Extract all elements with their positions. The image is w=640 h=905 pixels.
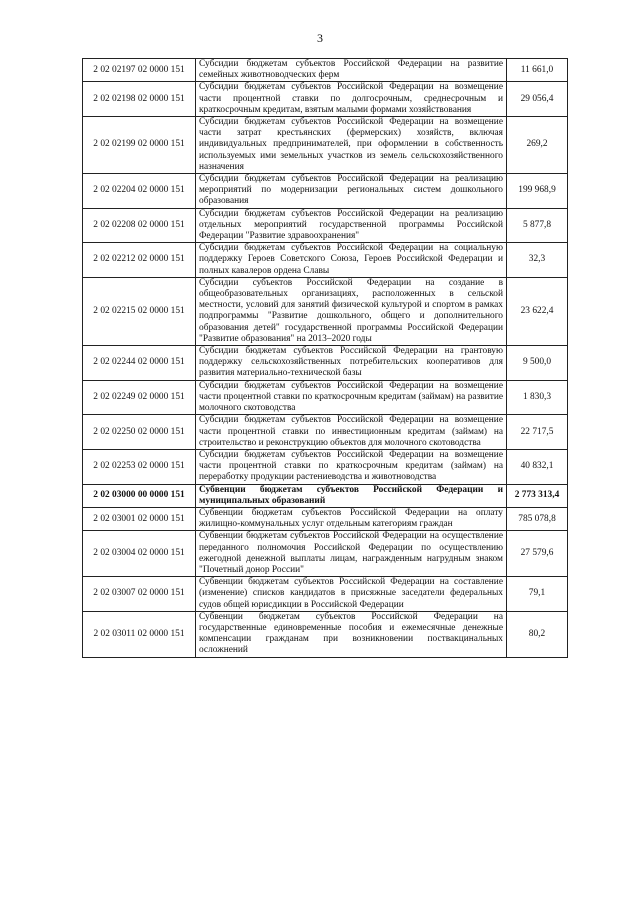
code-cell: 2 02 02208 02 0000 151: [83, 208, 196, 243]
budget-table-body: [83, 59, 568, 658]
description-cell: Субсидии бюджетам субъектов Российской Федерации на возмещение части процентной ставки по краткосрочным кредитам (займам) на переработку продукции растениеводства и животноводства: [196, 449, 507, 484]
table-row: [83, 507, 568, 530]
table-row: [83, 117, 568, 174]
amount-cell: 11 661,0: [507, 59, 568, 82]
table-row: [83, 484, 568, 507]
amount-cell: 1 830,3: [507, 380, 568, 415]
amount-cell: 2 773 313,4: [507, 484, 568, 507]
table-row: [83, 449, 568, 484]
budget-table: [82, 58, 568, 658]
table-row: [83, 174, 568, 209]
code-cell: 2 02 03004 02 0000 151: [83, 531, 196, 577]
description-cell: Субсидии бюджетам субъектов Российской Федерации на возмещение части процентной ставки по долгосрочным, среднесрочным и краткосрочным кредитам, взятым малыми формами хозяйствования: [196, 82, 507, 117]
description-cell: Субсидии бюджетам субъектов Российской Федерации на возмещение части процентной ставки по инвестиционным кредитам (займам) на строительство и реконструкцию объектов для молочного скотоводства: [196, 415, 507, 450]
description-cell: Субсидии бюджетам субъектов Российской Федерации на развитие семейных животноводческих ферм: [196, 59, 507, 82]
code-cell: 2 02 02199 02 0000 151: [83, 117, 196, 174]
table-row: [83, 531, 568, 577]
table-row: [83, 577, 568, 612]
amount-cell: 27 579,6: [507, 531, 568, 577]
table-row: [83, 415, 568, 450]
table-row: [83, 208, 568, 243]
code-cell: 2 02 03000 00 0000 151: [83, 484, 196, 507]
description-cell: Субсидии бюджетам субъектов Российской Федерации на возмещение части процентной ставки по краткосрочным кредитам (займам) на развитие молочного скотоводства: [196, 380, 507, 415]
code-cell: 2 02 02250 02 0000 151: [83, 415, 196, 450]
description-cell: Субвенции бюджетам субъектов Российской Федерации на оплату жилищно-коммунальных услуг отдельным категориям граждан: [196, 507, 507, 530]
table-row: [83, 611, 568, 657]
amount-cell: 269,2: [507, 117, 568, 174]
code-cell: 2 02 03011 02 0000 151: [83, 611, 196, 657]
page-number: 3: [317, 31, 323, 45]
code-cell: 2 02 03007 02 0000 151: [83, 577, 196, 612]
description-cell: Субсидии бюджетам субъектов Российской Федерации на социальную поддержку Героев Советского Союза, Героев Российской Федерации и полных кавалеров ордена Славы: [196, 243, 507, 278]
code-cell: 2 02 02198 02 0000 151: [83, 82, 196, 117]
amount-cell: 9 500,0: [507, 346, 568, 381]
description-cell: Субсидии субъектов Российской Федерации на создание в общеобразовательных организациях, расположенных в сельской местности, условий для занятий физической культурой и спортом в рамках подпрограммы "Развитие дошкольного, общего и дополнительного образования детей" государственной программы Российской Федерации "Развитие образования" на 2013–2020 годы: [196, 277, 507, 345]
amount-cell: 23 622,4: [507, 277, 568, 345]
description-cell: Субсидии бюджетам субъектов Российской Федерации на грантовую поддержку сельскохозяйственных потребительских кооперативов для развития материально-технической базы: [196, 346, 507, 381]
code-cell: 2 02 02212 02 0000 151: [83, 243, 196, 278]
table-row: [83, 82, 568, 117]
amount-cell: 199 968,9: [507, 174, 568, 209]
description-cell: Субсидии бюджетам субъектов Российской Федерации на реализацию отдельных мероприятий государственной программы Российской Федерации "Развитие здравоохранения": [196, 208, 507, 243]
amount-cell: 40 832,1: [507, 449, 568, 484]
code-cell: 2 02 02253 02 0000 151: [83, 449, 196, 484]
table-row: [83, 346, 568, 381]
description-cell: Субвенции бюджетам субъектов Российской Федерации на государственные единовременные пособия и ежемесячные денежные компенсации гражданам при возникновении поствакцинальных осложнений: [196, 611, 507, 657]
description-cell: Субвенции бюджетам субъектов Российской Федерации и муниципальных образований: [196, 484, 507, 507]
amount-cell: 22 717,5: [507, 415, 568, 450]
code-cell: 2 02 03001 02 0000 151: [83, 507, 196, 530]
code-cell: 2 02 02215 02 0000 151: [83, 277, 196, 345]
amount-cell: 79,1: [507, 577, 568, 612]
code-cell: 2 02 02249 02 0000 151: [83, 380, 196, 415]
description-cell: Субвенции бюджетам субъектов Российской Федерации на осуществление переданного полномочия Российской Федерации по осуществлению ежегодной денежной выплаты лицам, награжденным нагрудным знаком "Почетный донор России": [196, 531, 507, 577]
amount-cell: 32,3: [507, 243, 568, 278]
amount-cell: 80,2: [507, 611, 568, 657]
code-cell: 2 02 02204 02 0000 151: [83, 174, 196, 209]
table-row: [83, 380, 568, 415]
amount-cell: 785 078,8: [507, 507, 568, 530]
table-row: [83, 59, 568, 82]
description-cell: Субсидии бюджетам субъектов Российской Федерации на реализацию мероприятий по модернизации региональных систем дошкольного образования: [196, 174, 507, 209]
table-row: [83, 243, 568, 278]
amount-cell: 29 056,4: [507, 82, 568, 117]
description-cell: Субсидии бюджетам субъектов Российской Федерации на возмещение части затрат крестьянских (фермерских) хозяйств, включая индивидуальных предпринимателей, при оформлении в собственность используемых ими земельных участков из земель сельскохозяйственного назначения: [196, 117, 507, 174]
table-row: [83, 277, 568, 345]
code-cell: 2 02 02197 02 0000 151: [83, 59, 196, 82]
description-cell: Субвенции бюджетам субъектов Российской Федерации на составление (изменение) списков кандидатов в присяжные заседатели федеральных судов общей юрисдикции в Российской Федерации: [196, 577, 507, 612]
amount-cell: 5 877,8: [507, 208, 568, 243]
code-cell: 2 02 02244 02 0000 151: [83, 346, 196, 381]
